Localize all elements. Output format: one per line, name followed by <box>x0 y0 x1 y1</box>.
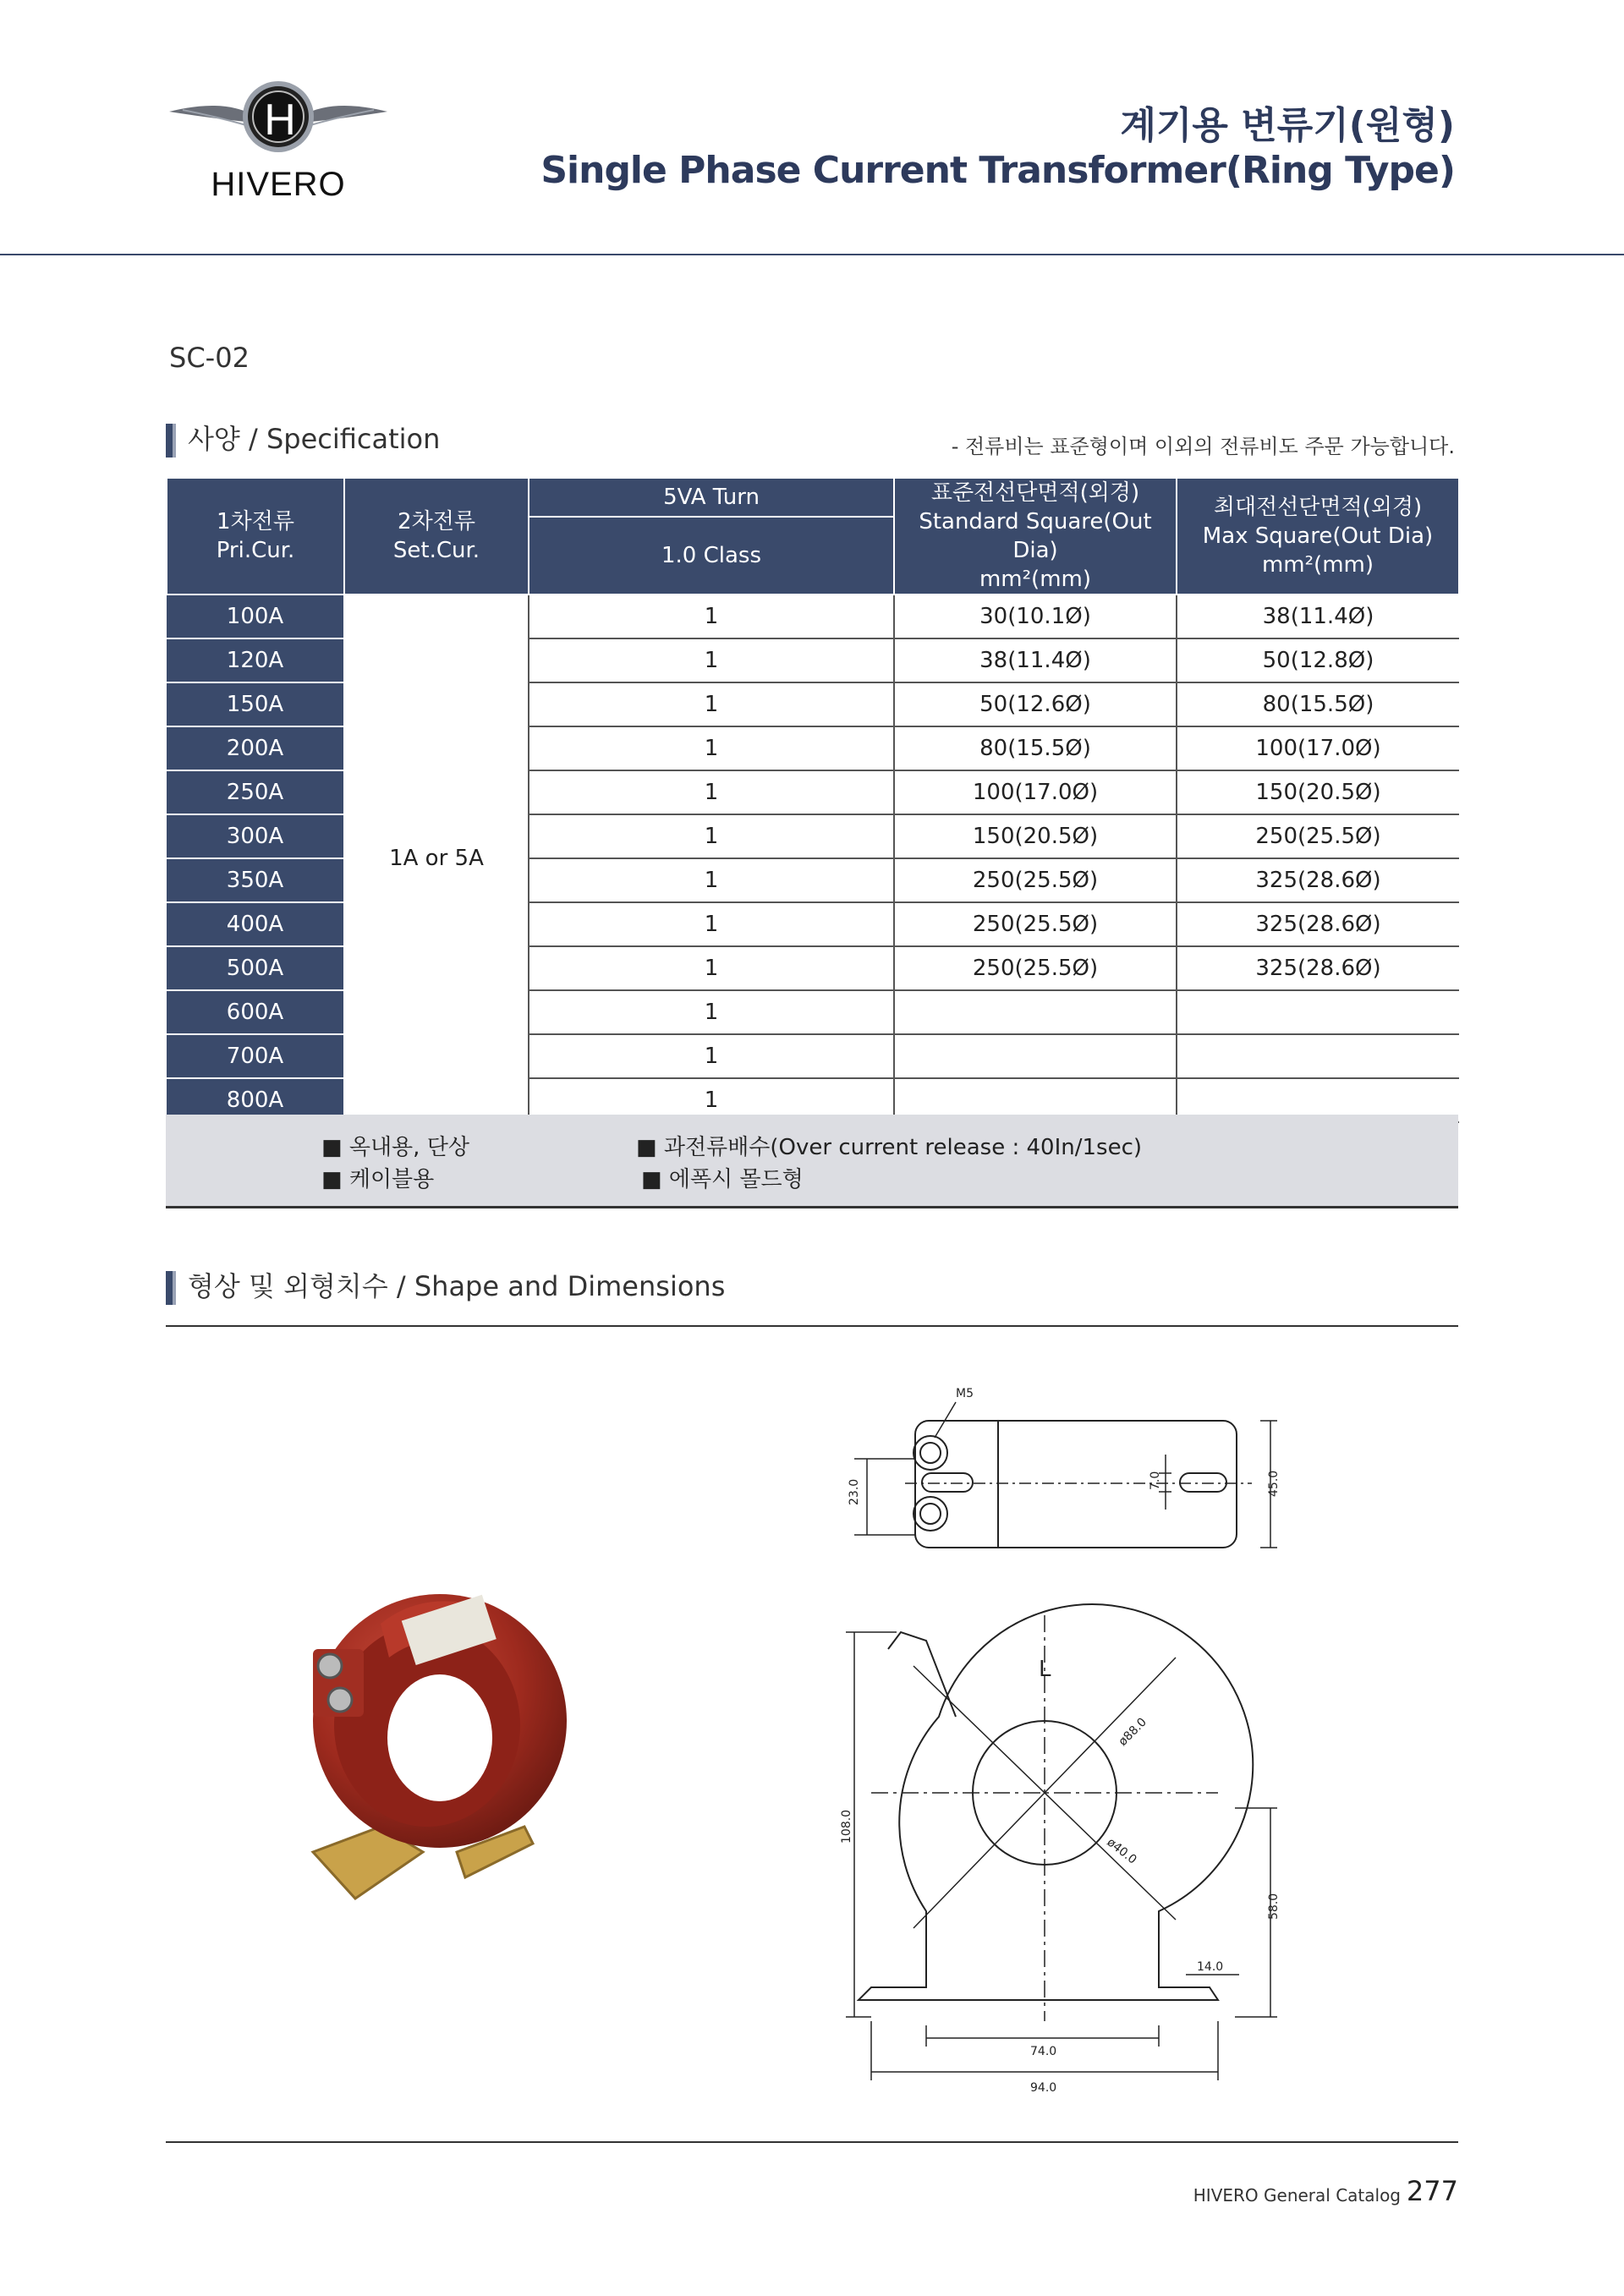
max-square-cell: 50(12.8Ø) <box>1177 638 1459 682</box>
turn-cell: 1 <box>529 638 894 682</box>
feature-box <box>166 1115 1458 1208</box>
title-korean: 계기용 변류기(원형) <box>1120 104 1455 147</box>
logo-letter: H <box>264 96 296 145</box>
standard-square-cell: 38(11.4Ø) <box>894 638 1177 682</box>
brand-name: HIVERO <box>211 166 346 203</box>
spec-note: - 전류비는 표준형이며 이외의 전류비도 주문 가능합니다. <box>951 435 1455 458</box>
header-secondary-ko: 2차전류 <box>398 509 475 534</box>
primary-current-cell: 500A <box>167 946 344 990</box>
dim-40: ø40.0 <box>1104 1835 1139 1867</box>
turn-cell: 1 <box>529 814 894 858</box>
primary-current-cell: 300A <box>167 814 344 858</box>
dim-45: 45.0 <box>1267 1470 1281 1497</box>
primary-current-cell: 600A <box>167 990 344 1034</box>
turn-cell: 1 <box>529 1034 894 1078</box>
spec-heading-text: 사양 / Specification <box>188 423 441 455</box>
spec-section-heading <box>166 418 440 458</box>
secondary-current-cell: 1A or 5A <box>344 595 529 1122</box>
primary-current-cell: 250A <box>167 770 344 814</box>
header-class: 1.0 Class <box>529 517 894 595</box>
feature-overcurrent: ■ 과전류배수(Over current release : 40In/1sec) <box>636 1135 1143 1160</box>
max-square-cell: 150(20.5Ø) <box>1177 770 1459 814</box>
primary-current-cell: 150A <box>167 682 344 726</box>
header-standard-square <box>894 478 1177 595</box>
standard-square-cell: 50(12.6Ø) <box>894 682 1177 726</box>
product-photo <box>279 1573 592 1911</box>
primary-current-cell: 400A <box>167 902 344 946</box>
drawing-marker: L <box>1039 1657 1051 1682</box>
max-square-cell: 100(17.0Ø) <box>1177 726 1459 770</box>
primary-current-cell: 700A <box>167 1034 344 1078</box>
header-max-square <box>1177 478 1459 595</box>
section-marker-icon <box>166 424 173 458</box>
dim-23: 23.0 <box>848 1478 861 1505</box>
turn-cell: 1 <box>529 858 894 902</box>
feature-epoxy: ■ 에폭시 몰드형 <box>641 1167 804 1192</box>
dim-7: 7.0 <box>1149 1471 1162 1490</box>
header-max-unit: mm²(mm) <box>1261 552 1374 578</box>
header-primary-current <box>167 478 344 595</box>
max-square-cell <box>1177 990 1459 1034</box>
dim-94: 94.0 <box>1030 2081 1057 2095</box>
primary-current-cell: 800A <box>167 1078 344 1122</box>
dim-88: ø88.0 <box>1116 1715 1149 1749</box>
standard-square-cell: 250(25.5Ø) <box>894 946 1177 990</box>
standard-square-cell: 250(25.5Ø) <box>894 902 1177 946</box>
header-standard-ko: 표준전선단면적(외경) <box>930 480 1140 506</box>
dim-divider <box>166 1325 1458 1327</box>
header-max-ko: 최대전선단면적(외경) <box>1213 495 1423 520</box>
header-standard-unit: mm²(mm) <box>979 567 1092 592</box>
turn-cell: 1 <box>529 990 894 1034</box>
footer-divider <box>166 2141 1458 2143</box>
turn-cell: 1 <box>529 726 894 770</box>
header-standard-en: Standard Square(Out Dia) <box>919 509 1152 563</box>
max-square-cell: 250(25.5Ø) <box>1177 814 1459 858</box>
standard-square-cell <box>894 990 1177 1034</box>
header-divider <box>0 254 1624 255</box>
max-square-cell: 80(15.5Ø) <box>1177 682 1459 726</box>
model-number: SC-02 <box>169 342 250 374</box>
standard-square-cell: 80(15.5Ø) <box>894 726 1177 770</box>
standard-square-cell: 100(17.0Ø) <box>894 770 1177 814</box>
dim-m5: M5 <box>956 1387 974 1400</box>
max-square-cell: 325(28.6Ø) <box>1177 946 1459 990</box>
turn-cell: 1 <box>529 946 894 990</box>
dim-heading-text: 형상 및 외형치수 / Shape and Dimensions <box>188 1270 726 1302</box>
header-secondary-en: Set.Cur. <box>392 538 480 563</box>
section-marker-icon <box>166 1271 173 1305</box>
turn-cell: 1 <box>529 1078 894 1122</box>
dimension-drawing <box>837 1378 1303 2097</box>
standard-square-cell: 250(25.5Ø) <box>894 858 1177 902</box>
turn-cell: 1 <box>529 682 894 726</box>
turn-cell: 1 <box>529 595 894 638</box>
page-number: 277 <box>1406 2175 1458 2207</box>
primary-current-cell: 120A <box>167 638 344 682</box>
primary-current-cell: 350A <box>167 858 344 902</box>
standard-square-cell <box>894 1034 1177 1078</box>
spec-table <box>166 477 1460 1123</box>
feature-cable: ■ 케이블용 <box>321 1167 435 1192</box>
max-square-cell <box>1177 1034 1459 1078</box>
header-turn: 5VA Turn <box>529 478 894 517</box>
footer-catalog: HIVERO General Catalog <box>1193 2185 1401 2206</box>
table-row <box>167 595 1459 638</box>
turn-cell: 1 <box>529 902 894 946</box>
header-primary-ko: 1차전류 <box>217 509 294 534</box>
primary-current-cell: 200A <box>167 726 344 770</box>
max-square-cell: 38(11.4Ø) <box>1177 595 1459 638</box>
turn-cell: 1 <box>529 770 894 814</box>
dim-108: 108.0 <box>840 1809 853 1844</box>
standard-square-cell: 30(10.1Ø) <box>894 595 1177 638</box>
header-secondary-current <box>344 478 529 595</box>
dim-58: 58.0 <box>1267 1893 1281 1920</box>
standard-square-cell: 150(20.5Ø) <box>894 814 1177 858</box>
dim-74: 74.0 <box>1030 2045 1057 2058</box>
dim-14: 14.0 <box>1197 1960 1224 1974</box>
feature-indoor: ■ 옥내용, 단상 <box>321 1135 469 1160</box>
dim-section-heading <box>166 1265 725 1305</box>
max-square-cell: 325(28.6Ø) <box>1177 902 1459 946</box>
header-max-en: Max Square(Out Dia) <box>1202 523 1434 549</box>
max-square-cell: 325(28.6Ø) <box>1177 858 1459 902</box>
header-primary-en: Pri.Cur. <box>216 538 295 563</box>
primary-current-cell: 100A <box>167 595 344 638</box>
title-english: Single Phase Current Transformer(Ring Type) <box>540 149 1455 192</box>
